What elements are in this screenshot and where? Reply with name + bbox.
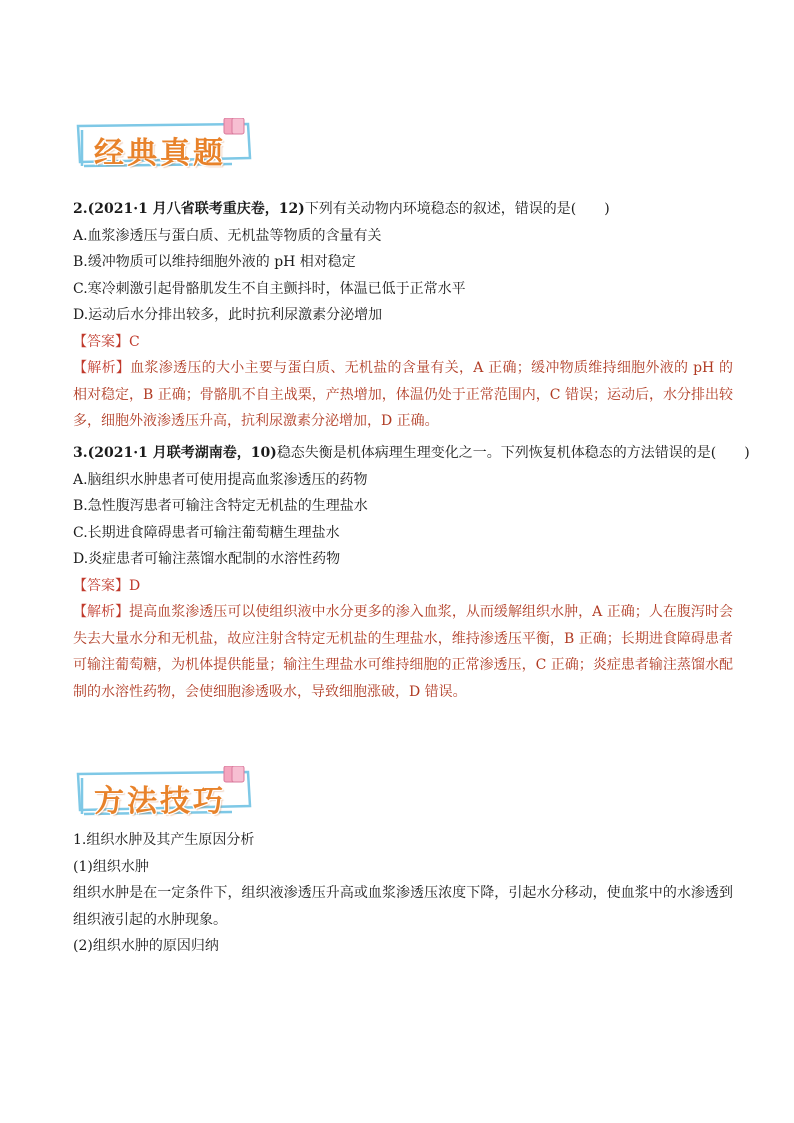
method-paragraph: 组织水肿是在一定条件下，组织液渗透压升高或血浆渗透压浓度下降，引起水分移动，使血浆中的水渗透到组织液引起的水肿现象。 xyxy=(73,885,733,928)
question-number: 2. xyxy=(73,201,88,217)
answer-line xyxy=(73,573,733,600)
explanation xyxy=(73,355,733,435)
option-d: D.炎症患者可输注蒸馏水配制的水溶性药物 xyxy=(73,551,341,567)
explanation-tag: 【解析】 xyxy=(73,360,131,376)
option-c: C.寒冷刺激引起骨骼肌发生不自主颤抖时，体温已低于正常水平 xyxy=(73,280,466,297)
question-source: (2021·1 月八省联考重庆卷，12) xyxy=(87,201,305,217)
answer-tag: 【答案】 xyxy=(73,333,129,350)
explanation-text: 提高血浆渗透压可以使组织液中水分更多的渗入血浆，从而缓解组织水肿，A 正确；人在腹泻时会失去大量水分和无机盐，故应注射含特定无机盐的生理盐水，维持渗透压平衡，B 正确；长期进食障碍患者可输注葡萄糖，为机体提供能量；输注生理盐水可维持细胞的正常渗透压，C 正确；炎症患者输注蒸馏水配制的水溶性药物，会使细胞渗透吸水，导致细胞涨破，D 错误。 xyxy=(73,604,733,700)
method-subheading: (1)组织水肿 xyxy=(73,858,149,875)
method-subheading: (2)组织水肿的原因归纳 xyxy=(73,938,219,954)
question-text: 下列有关动物内环境稳态的叙述，错误的是( ) xyxy=(304,201,610,217)
section-banner-method-tips xyxy=(72,766,262,822)
explanation xyxy=(73,599,733,705)
answer-line xyxy=(73,329,733,356)
option-a: A.血浆渗透压与蛋白质、无机盐等物质的含量有关 xyxy=(73,227,382,244)
method-heading: 1.组织水肿及其产生原因分析 xyxy=(73,832,255,848)
question-stem xyxy=(73,196,733,223)
banner-title: 方法技巧 xyxy=(94,784,226,819)
banner-title: 经典真题 xyxy=(94,136,226,171)
option-c: C.长期进食障碍患者可输注葡萄糖生理盐水 xyxy=(73,524,340,541)
section-banner-classic-questions xyxy=(72,118,262,174)
question-text: 稳态失衡是机体病理生理变化之一。下列恢复机体稳态的方法错误的是( ) xyxy=(276,445,750,461)
answer-value: C xyxy=(129,333,140,350)
option-b: B.缓冲物质可以维持细胞外液的 pH 相对稳定 xyxy=(73,254,356,270)
question-3 xyxy=(73,440,750,705)
option-b: B.急性腹泻患者可输注含特定无机盐的生理盐水 xyxy=(73,498,368,514)
question-source: (2021·1 月联考湖南卷，10) xyxy=(87,445,277,461)
question-number: 3. xyxy=(73,445,88,461)
explanation-text: 血浆渗透压的大小主要与蛋白质、无机盐的含量有关，A 正确；缓冲物质维持细胞外液的 pH 的相对稳定，B 正确；骨骼肌不自主战栗，产热增加，体温仍处于正常范围内，C 错误；运动后，水分排出较多，细胞外液渗透压升高，抗利尿激素分泌增加，D 正确。 xyxy=(73,360,733,429)
question-2 xyxy=(73,196,733,435)
question-stem xyxy=(73,440,750,467)
answer-tag: 【答案】 xyxy=(73,577,129,594)
method-section xyxy=(73,827,733,960)
option-a: A.脑组织水肿患者可使用提高血浆渗透压的药物 xyxy=(73,471,368,488)
answer-value: D xyxy=(129,577,141,594)
option-d: D.运动后水分排出较多，此时抗利尿激素分泌增加 xyxy=(73,307,383,323)
explanation-tag: 【解析】 xyxy=(73,604,130,620)
